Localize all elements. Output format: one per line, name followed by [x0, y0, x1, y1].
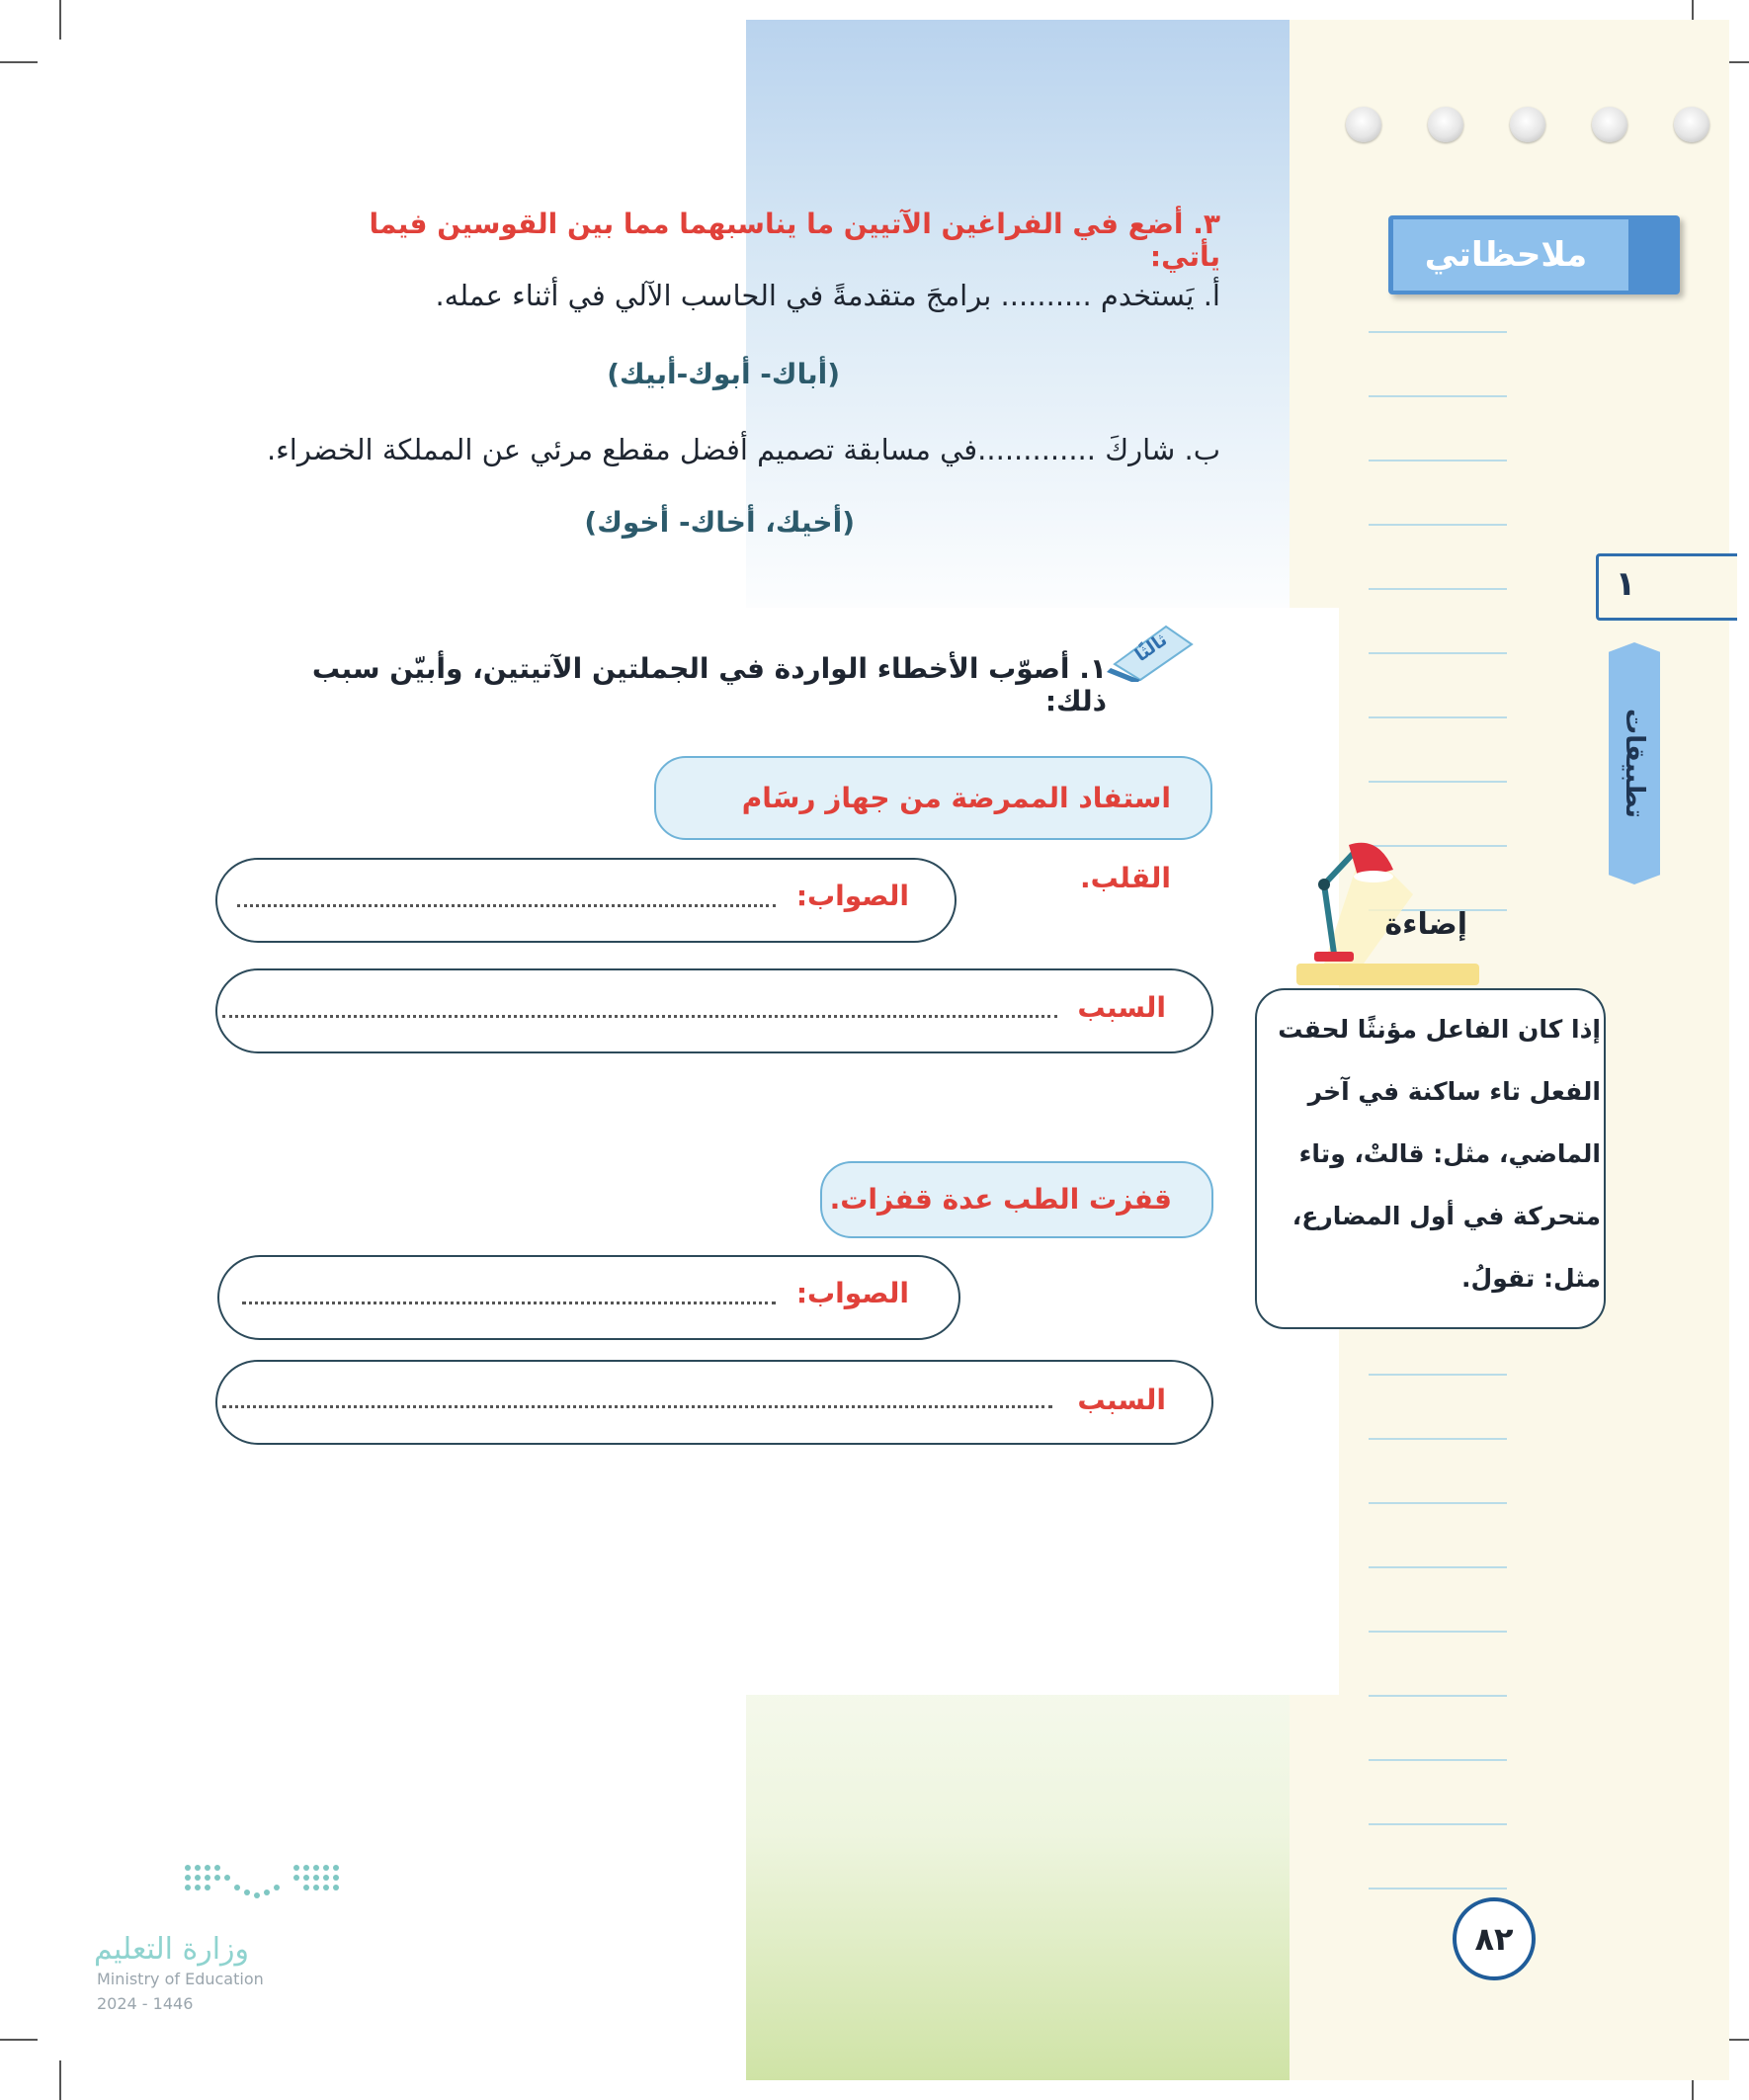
notebook-line	[1369, 1759, 1507, 1761]
exercise3-item-a-choices: (أباك- أبوك-أبيك)	[607, 358, 840, 390]
crop-mark	[59, 2060, 61, 2100]
notebook-line	[1369, 395, 1507, 397]
notebook-line	[1369, 1502, 1507, 1504]
tip-line: الفعل تاء ساكنة في آخر	[1307, 1077, 1601, 1106]
sentence-1-correct-label: الصواب:	[795, 880, 909, 912]
exercise3-item-a: أ. يَستخدم .......... برامجَ متقدمةً في الحاسب الآلي في أثناء عمله.	[435, 279, 1220, 312]
sentence-1-correct-dots	[237, 904, 776, 907]
tip-line: مثل: تقولُ.	[1461, 1264, 1601, 1293]
binder-hole-icon	[1428, 107, 1463, 142]
applications-ribbon-label: تطبيقات	[1620, 709, 1649, 818]
ministry-year: 2024 - 1446	[97, 1994, 194, 2013]
exercise3-heading: ٣. أضع في الفراغين الآتيين ما يناسبهما مما بين القوسين فيما يأتي:	[369, 208, 1220, 273]
notebook-line	[1369, 781, 1507, 783]
sentence-2-reason-label: السبب	[1077, 1384, 1166, 1416]
section-tag-label: ثالثًا	[1130, 630, 1172, 666]
tip-line: إذا كان الفاعل مؤنثًا لحقت	[1278, 1015, 1601, 1044]
notes-title: ملاحظاتي	[1424, 235, 1588, 275]
notebook-line	[1369, 1695, 1507, 1697]
notebook-line	[1369, 1566, 1507, 1568]
notebook-line	[1369, 1823, 1507, 1825]
notebook-line	[1369, 588, 1507, 590]
exercise3-item-b: ب. شاركَ .............في مسابقة تصميم أفضل مقطع مرئي عن المملكة الخضراء.	[266, 433, 1220, 466]
section-heading: ١. أصوّب الأخطاء الواردة في الجملتين الآتيتين، وأبيّن سبب ذلك:	[311, 652, 1107, 717]
notebook-line	[1369, 652, 1507, 654]
notebook-line	[1369, 1888, 1507, 1890]
notebook-line	[1369, 524, 1507, 526]
sentence-1-reason-label: السبب	[1077, 991, 1166, 1024]
binder-hole-icon	[1674, 107, 1709, 142]
ministry-logo-icon	[178, 1858, 356, 1907]
notebook-line	[1369, 460, 1507, 462]
desk-lamp-icon	[1304, 825, 1423, 973]
ministry-name-ar: وزارة التعليم	[94, 1932, 250, 1967]
tip-title: إضاءة	[1384, 907, 1467, 942]
notebook-line	[1369, 1374, 1507, 1376]
tip-line: الماضي، مثل: قالتْ، وتاء	[1298, 1139, 1601, 1168]
tip-text	[1265, 998, 1601, 1309]
sentence-1-pill: استفاد الممرضة من جهاز رسَام القلب.	[654, 756, 1212, 840]
binder-hole-icon	[1592, 107, 1627, 142]
exercise3-item-b-choices: (أخيك، أخاك- أخوك)	[584, 506, 855, 539]
notebook-line	[1369, 331, 1507, 333]
binder-hole-icon	[1346, 107, 1381, 142]
crop-mark	[0, 2039, 38, 2041]
notebook-line	[1369, 1631, 1507, 1633]
binder-hole-icon	[1510, 107, 1545, 142]
sentence-2-reason-dots	[222, 1405, 1052, 1408]
sentence-2-correct-dots	[242, 1302, 776, 1304]
ministry-name-en: Ministry of Education	[97, 1970, 264, 1988]
chapter-number: ١	[1615, 564, 1636, 604]
sentence-2-pill: قفزت الطب عدة قفزات.	[820, 1161, 1213, 1238]
crop-mark	[0, 61, 38, 63]
crop-mark	[59, 0, 61, 40]
tip-line: متحركة في أول المضارع،	[1291, 1202, 1601, 1230]
notebook-line	[1369, 1438, 1507, 1440]
sentence-2-correct-label: الصواب:	[795, 1277, 909, 1309]
notebook-line	[1369, 716, 1507, 718]
page-number: ٨٢	[1474, 1920, 1514, 1958]
sentence-1-reason-dots	[222, 1015, 1057, 1018]
